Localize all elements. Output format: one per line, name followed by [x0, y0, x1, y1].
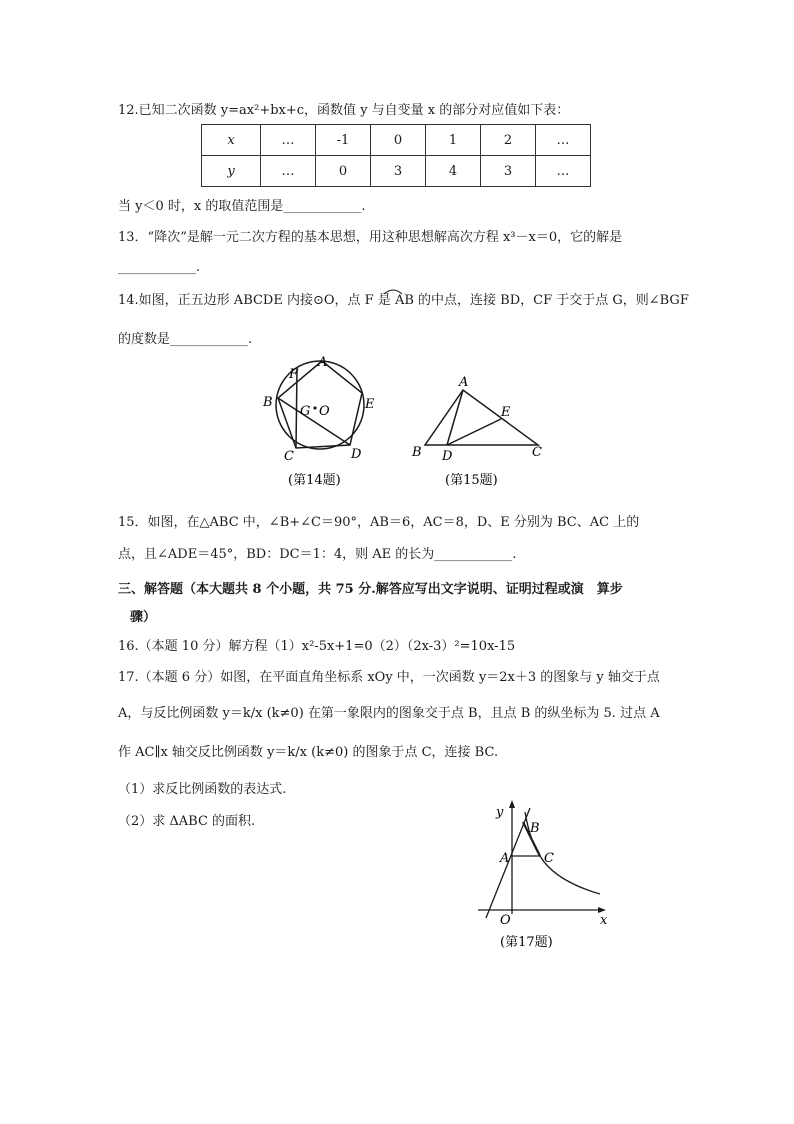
q16-stem: 16.（本题 10 分）解方程（1）x²-5x+1=0（2）（2x-3）²=10x-15 [118, 639, 516, 654]
segment-bd [278, 398, 350, 445]
label-o: O [500, 913, 511, 928]
label-o: O [319, 404, 330, 419]
caption-14: (第14题) [288, 473, 341, 488]
q15-stem-cont: 点，且∠ADE＝45°，BD：DC＝1：4，则 AE 的长为____________. [118, 547, 517, 562]
table-row-x [202, 125, 591, 156]
table-cell: 1 [426, 125, 481, 156]
label-b: B [530, 821, 540, 836]
label-g: G [300, 404, 311, 419]
label-y: y [496, 805, 504, 820]
q13-stem: 13．“降次”是解一元二次方程的基本思想，用这种思想解高次方程 x³－x＝0，它的解是 [118, 230, 623, 245]
label-e: E [501, 405, 511, 420]
label-a: A [459, 375, 469, 390]
table-cell: 4 [426, 156, 481, 187]
section-heading: 三、解答题（本大题共 8 个小题，共 75 分.解答应写出文字说明、证明过程或演 算步 [118, 582, 623, 597]
y-axis-arrow-icon [509, 800, 515, 808]
table-cell: … [261, 125, 316, 156]
segment-ad [447, 390, 463, 445]
caption-17: (第17题) [500, 935, 553, 950]
label-a: A [318, 355, 328, 370]
table-cell: y [202, 156, 261, 187]
label-d: D [442, 449, 453, 464]
label-b: B [412, 445, 422, 460]
table-row-y [202, 156, 591, 187]
label-a: A [500, 851, 510, 866]
table-cell: … [536, 156, 591, 187]
table-cell: -1 [316, 125, 371, 156]
figure-15 [405, 372, 555, 492]
q13-answer-line: ____________. [118, 260, 201, 275]
table-cell: 3 [481, 156, 536, 187]
caption-15: (第15题) [445, 473, 498, 488]
q17-stem-cont: A，与反比例函数 y＝k/x (k≠0) 在第一象限内的图象交于点 B，且点 B 的纵坐标为 5. 过点 A [118, 706, 660, 721]
q17-stem: 17.（本题 6 分）如图，在平面直角坐标系 xOy 中，一次函数 y＝2x＋3 的图象与 y 轴交于点 [118, 670, 660, 685]
q14-answer-line: 的度数是____________. [118, 332, 253, 347]
q15-stem: 15．如图，在△ABC 中，∠B+∠C＝90°，AB＝6，AC＝8，D、E 分别为 BC、AC 上的 [118, 515, 640, 530]
triangle-abc [425, 390, 538, 445]
label-e: E [365, 397, 375, 412]
table-cell: x [202, 125, 261, 156]
q17-sub2: （2）求 ΔABC 的面积. [118, 814, 256, 829]
label-c: C [284, 449, 294, 464]
table-cell: 3 [371, 156, 426, 187]
label-x: x [600, 913, 608, 928]
label-c: C [532, 445, 542, 460]
q12-answer-line: 当 y＜0 时，x 的取值范围是____________. [118, 199, 366, 214]
q12-stem: 12.已知二次函数 y=ax²+bx+c，函数值 y 与自变量 x 的部分对应值如下表： [118, 103, 570, 118]
q14-stem: 14.如图，正五边形 ABCDE 内接⊙O，点 F 是 AB 的中点，连接 BD，CF 于交于点 G，则∠BGF [118, 293, 689, 308]
value-table [201, 124, 591, 187]
center-dot [313, 406, 316, 409]
segment-de [447, 419, 501, 445]
label-b: B [263, 395, 273, 410]
table-cell: 0 [371, 125, 426, 156]
arc-mark-icon [382, 287, 404, 295]
q17-stem-cont2: 作 AC∥x 轴交反比例函数 y＝k/x (k≠0) 的图象于点 C，连接 BC. [118, 745, 499, 760]
section-heading-cont: 骤） [130, 610, 157, 625]
table-cell: 2 [481, 125, 536, 156]
q17-sub1: （1）求反比例函数的表达式. [118, 782, 287, 797]
label-d: D [351, 447, 362, 462]
table-cell: 0 [316, 156, 371, 187]
table-cell: … [261, 156, 316, 187]
label-c: C [544, 851, 554, 866]
figure-14 [262, 352, 382, 492]
figure-17 [470, 796, 620, 956]
table-cell: … [536, 125, 591, 156]
label-f: F [289, 367, 299, 382]
